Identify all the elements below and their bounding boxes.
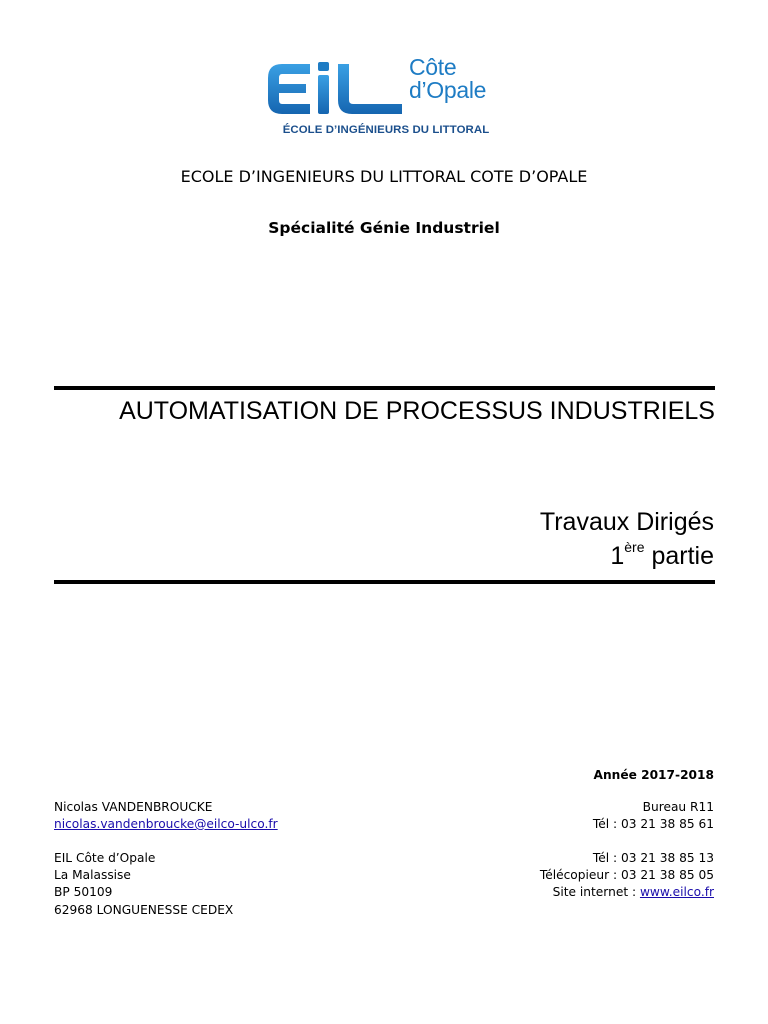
office-phone: Tél : 03 21 38 85 61: [592, 817, 714, 831]
logo-subtitle: ÉCOLE D’INGÉNIEURS DU LITTORAL: [282, 124, 490, 136]
website-label: Site internet :: [552, 885, 640, 899]
bottom-divider: [54, 580, 715, 584]
school-phone: Tél : 03 21 38 85 13: [592, 851, 714, 865]
td-part: [610, 539, 714, 571]
address-line: BP 50109: [54, 885, 113, 899]
logo-cote-line1: Côte: [409, 54, 457, 80]
school-logo: [266, 56, 506, 142]
author-email-link[interactable]: nicolas.vandenbroucke@eilco-ulco.fr: [54, 817, 278, 831]
school-name: ECOLE D’INGENIEURS DU LITTORAL COTE D’OPALE: [180, 167, 588, 186]
office-room: Bureau R11: [642, 800, 714, 814]
address-line: 62968 LONGUENESSE CEDEX: [54, 903, 234, 917]
eil-logo-mark: [266, 60, 404, 118]
specialty: Spécialité Génie Industriel: [268, 219, 500, 237]
academic-year: Année 2017-2018: [593, 768, 714, 782]
logo-cote-line2: d’Opale: [409, 77, 487, 103]
author-name: Nicolas VANDENBROUCKE: [54, 800, 213, 814]
website-link[interactable]: www.eilco.fr: [639, 885, 714, 899]
part-superscript: ère: [624, 539, 645, 555]
course-title: AUTOMATISATION DE PROCESSUS INDUSTRIELS: [119, 397, 715, 425]
address-line: La Malassise: [54, 868, 131, 882]
website: [553, 884, 714, 901]
part-number: 1: [610, 542, 625, 570]
part-word: partie: [651, 542, 714, 570]
address-line: EIL Côte d’Opale: [54, 851, 156, 865]
school-fax: Télécopieur : 03 21 38 85 05: [539, 868, 714, 882]
top-divider: [54, 386, 715, 390]
td-title: Travaux Dirigés: [539, 508, 714, 536]
